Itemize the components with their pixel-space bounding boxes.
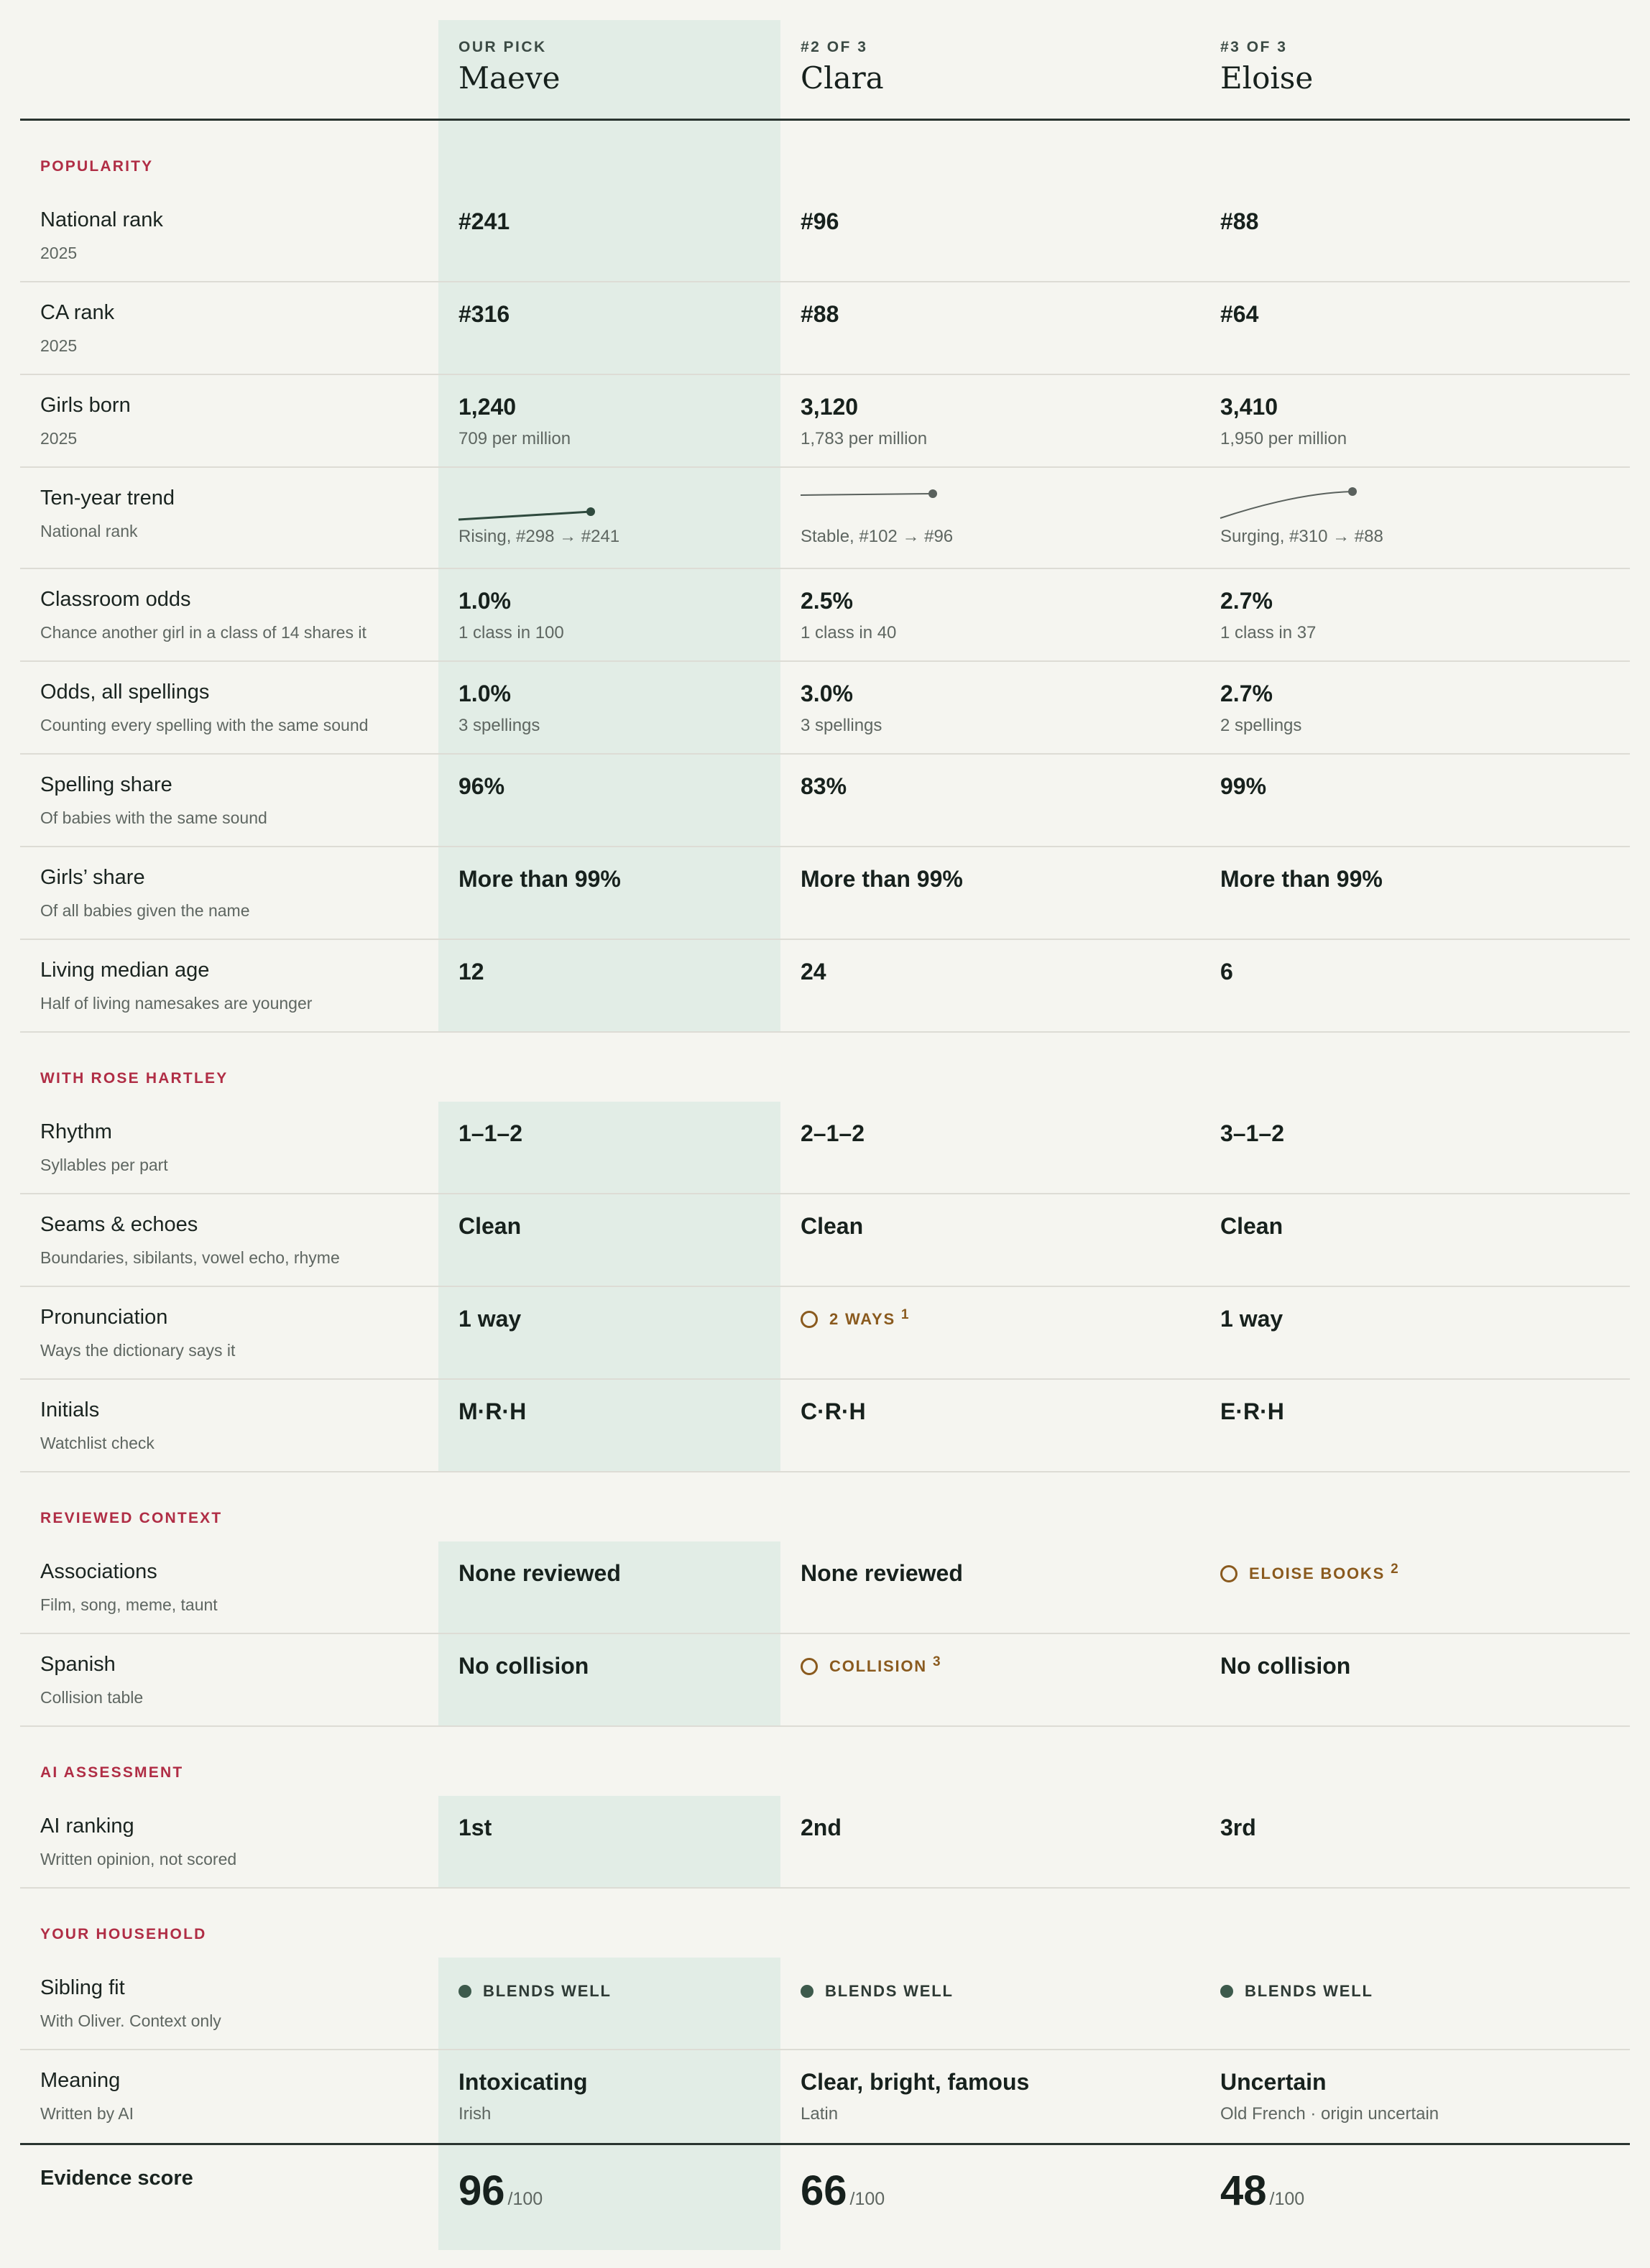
cell-value: Clean — [458, 1213, 522, 1239]
row-girls-share — [20, 847, 1630, 940]
score-value: 96 — [458, 2167, 505, 2214]
row-sublabel: 2025 — [40, 429, 78, 448]
row-national-rank — [20, 190, 1630, 282]
row-girls-born — [20, 375, 1630, 468]
cell-value: 3,120 — [801, 394, 859, 420]
cell-value: Uncertain — [1220, 2069, 1327, 2095]
row-sublabel: 2025 — [40, 336, 78, 355]
status-badge — [458, 1982, 780, 2001]
row-meaning — [20, 2050, 1630, 2143]
cell-value: #316 — [458, 301, 510, 327]
column-name: Eloise — [1220, 60, 1314, 96]
cell-subvalue: Irish — [458, 2104, 492, 2124]
row-sublabel: With Oliver. Context only — [40, 2011, 221, 2030]
status-text: BLENDS WELL — [1245, 1982, 1373, 2000]
trend-caption: Stable, #102 → #96 — [801, 527, 954, 546]
score-denominator: /100 — [1269, 2189, 1305, 2209]
cell-value: Intoxicating — [458, 2069, 588, 2095]
row-sibling-fit — [20, 1958, 1630, 2050]
cell-value: More than 99% — [458, 866, 621, 892]
table-header — [20, 20, 1630, 121]
score-value: 66 — [801, 2167, 847, 2214]
column-eyebrow: #2 OF 3 — [801, 39, 868, 55]
row-spelling-share — [20, 755, 1630, 847]
cell-value: 2–1–2 — [801, 1120, 865, 1146]
evidence-score — [801, 2167, 1200, 2215]
cell-value: 3rd — [1220, 1815, 1256, 1840]
row-sublabel: Watchlist check — [40, 1434, 155, 1452]
cell-value: 6 — [1220, 959, 1233, 985]
row-label: Evidence score — [40, 2167, 193, 2190]
trend-sparkline — [801, 494, 933, 495]
row-sublabel: Of babies with the same sound — [40, 808, 267, 827]
cell-value: Clear, bright, famous — [801, 2069, 1030, 2095]
cell-subvalue: 3 spellings — [458, 716, 540, 735]
trend-cell-clara — [780, 468, 1200, 568]
evidence-score — [1220, 2167, 1630, 2215]
cell-value: #96 — [801, 208, 839, 234]
cell-value: 1,240 — [458, 394, 517, 420]
status-text: BLENDS WELL — [483, 1982, 612, 2000]
footnote-marker[interactable]: 1 — [900, 1307, 911, 1322]
row-rhythm — [20, 1102, 1630, 1194]
column-header-clara — [780, 20, 1200, 119]
row-label: Meaning — [40, 2069, 121, 2092]
row-sublabel: Written by AI — [40, 2104, 134, 2123]
cell-value: 2.5% — [801, 588, 853, 614]
cell-value: 3.0% — [801, 681, 853, 706]
row-sublabel: Collision table — [40, 1688, 144, 1707]
row-sublabel: Written opinion, not scored — [40, 1850, 237, 1868]
cell-value: 24 — [801, 959, 826, 985]
row-sublabel: Half of living namesakes are younger — [40, 994, 313, 1013]
cell-value: 1–1–2 — [458, 1120, 522, 1146]
row-classroom-odds — [20, 569, 1630, 662]
row-spanish — [20, 1634, 1630, 1727]
column-header-eloise — [1200, 20, 1630, 119]
cell-value: 1.0% — [458, 681, 511, 706]
trend-cell-maeve — [438, 468, 780, 568]
cell-subvalue: 709 per million — [458, 429, 571, 448]
warning-flag — [801, 1307, 1200, 1329]
row-label: Pronunciation — [40, 1306, 168, 1329]
column-header-maeve — [438, 20, 780, 119]
score-value: 48 — [1220, 2167, 1267, 2214]
cell-value: 83% — [801, 773, 847, 799]
cell-value: Clean — [801, 1213, 864, 1239]
row-label: Ten-year trend — [40, 487, 175, 510]
cell-subvalue: Latin — [801, 2104, 839, 2124]
row-sublabel: Ways the dictionary says it — [40, 1341, 236, 1360]
cell-value: No collision — [458, 1653, 589, 1679]
column-name: Maeve — [458, 60, 561, 96]
section-title: WITH ROSE HARTLEY — [40, 1070, 229, 1087]
cell-value: 2.7% — [1220, 588, 1273, 614]
cell-subvalue: Old French · origin uncertain — [1220, 2104, 1439, 2124]
row-ai-ranking — [20, 1796, 1630, 1889]
row-initials — [20, 1380, 1630, 1472]
cell-value: Clean — [1220, 1213, 1283, 1239]
status-badge — [801, 1982, 1200, 2001]
cell-value: #88 — [1220, 208, 1259, 234]
cell-value: 12 — [458, 959, 484, 985]
flag-text: ELOISE BOOKS — [1249, 1564, 1386, 1582]
row-label: National rank — [40, 208, 163, 231]
cell-value: #241 — [458, 208, 510, 234]
cell-value: No collision — [1220, 1653, 1351, 1679]
score-denominator: /100 — [849, 2189, 885, 2209]
row-odds-all-spellings — [20, 662, 1630, 755]
trend-sparkline — [458, 512, 591, 520]
flag-text: 2 WAYS — [829, 1310, 895, 1328]
cell-value: None reviewed — [458, 1560, 621, 1586]
row-sublabel: National rank — [40, 522, 138, 540]
cell-value: C·R·H — [801, 1398, 866, 1424]
column-name: Clara — [801, 60, 884, 96]
cell-subvalue: 1 class in 37 — [1220, 623, 1317, 642]
cell-value: #64 — [1220, 301, 1259, 327]
row-ten-year-trend — [20, 468, 1630, 569]
cell-value: 3,410 — [1220, 394, 1278, 420]
warning-ring-icon — [801, 1658, 818, 1675]
cell-value: 96% — [458, 773, 505, 799]
row-label: Sibling fit — [40, 1976, 125, 1999]
row-associations — [20, 1541, 1630, 1634]
section-with-rose-hartley — [20, 1033, 1630, 1102]
row-sublabel: Boundaries, sibilants, vowel echo, rhyme — [40, 1248, 340, 1267]
row-label: Girls’ share — [40, 866, 145, 889]
row-label: Associations — [40, 1560, 157, 1583]
cell-value: 2nd — [801, 1815, 842, 1840]
row-label: Spanish — [40, 1653, 116, 1676]
row-sublabel: Syllables per part — [40, 1156, 168, 1174]
footnote-marker[interactable]: 3 — [932, 1654, 942, 1669]
section-title: YOUR HOUSEHOLD — [40, 1926, 207, 1942]
status-badge — [1220, 1982, 1630, 2001]
row-label: Girls born — [40, 394, 131, 417]
row-label: Classroom odds — [40, 588, 191, 611]
trend-caption: Surging, #310 → #88 — [1220, 527, 1383, 546]
cell-subvalue: 1,950 per million — [1220, 429, 1347, 448]
warning-flag — [1220, 1564, 1630, 1583]
trend-cell-eloise — [1200, 468, 1630, 568]
trend-endpoint — [928, 489, 937, 498]
row-label: Spelling share — [40, 773, 172, 796]
cell-value: 1 way — [1220, 1306, 1283, 1332]
section-title: POPULARITY — [40, 158, 154, 175]
flag-text: COLLISION — [829, 1657, 927, 1675]
cell-value: 3–1–2 — [1220, 1120, 1284, 1146]
cell-value: #88 — [801, 301, 839, 327]
row-living-median-age — [20, 940, 1630, 1033]
trend-endpoint — [1348, 487, 1357, 496]
row-label: Seams & echoes — [40, 1213, 198, 1236]
section-title: REVIEWED CONTEXT — [40, 1510, 223, 1526]
row-evidence-score — [20, 2143, 1630, 2246]
score-denominator: /100 — [507, 2189, 543, 2209]
cell-value: More than 99% — [1220, 866, 1383, 892]
cell-subvalue: 1,783 per million — [801, 429, 928, 448]
column-eyebrow: OUR PICK — [458, 39, 547, 55]
cell-subvalue: 1 class in 40 — [801, 623, 897, 642]
row-sublabel: 2025 — [40, 244, 78, 262]
cell-value: 1.0% — [458, 588, 511, 614]
cell-value: 99% — [1220, 773, 1267, 799]
row-label: Odds, all spellings — [40, 681, 210, 704]
cell-value: 1st — [458, 1815, 492, 1840]
row-ca-rank — [20, 282, 1630, 375]
row-sublabel: Counting every spelling with the same sound — [40, 716, 369, 734]
cell-subvalue: 2 spellings — [1220, 716, 1302, 735]
status-dot-icon — [1220, 1985, 1233, 1998]
column-eyebrow: #3 OF 3 — [1220, 39, 1288, 55]
warning-flag — [801, 1654, 1200, 1676]
row-label: Rhythm — [40, 1120, 112, 1143]
row-pronunciation — [20, 1287, 1630, 1380]
status-dot-icon — [801, 1985, 814, 1998]
cell-value: None reviewed — [801, 1560, 963, 1586]
section-popularity — [20, 121, 1630, 190]
footnote-marker[interactable]: 2 — [1391, 1562, 1400, 1577]
warning-ring-icon — [1220, 1565, 1238, 1582]
cell-value: More than 99% — [801, 866, 963, 892]
cell-value: 1 way — [458, 1306, 522, 1332]
section-title: AI ASSESSMENT — [40, 1764, 184, 1781]
status-text: BLENDS WELL — [825, 1982, 954, 2000]
section-your-household — [20, 1889, 1630, 1958]
row-label: Initials — [40, 1398, 100, 1421]
cell-value: M·R·H — [458, 1398, 527, 1424]
trend-caption: Rising, #298 → #241 — [458, 527, 620, 546]
row-sublabel: Of all babies given the name — [40, 901, 250, 920]
row-seams-echoes — [20, 1194, 1630, 1287]
trend-endpoint — [586, 507, 595, 516]
section-reviewed-context — [20, 1472, 1630, 1541]
row-label: AI ranking — [40, 1815, 134, 1838]
status-dot-icon — [458, 1985, 471, 1998]
row-sublabel: Film, song, meme, taunt — [40, 1595, 218, 1614]
cell-value: E·R·H — [1220, 1398, 1284, 1424]
cell-value: 2.7% — [1220, 681, 1273, 706]
row-label: Living median age — [40, 959, 210, 982]
warning-ring-icon — [801, 1311, 818, 1328]
evidence-score — [458, 2167, 780, 2215]
cell-subvalue: 1 class in 100 — [458, 623, 564, 642]
trend-sparkline — [1220, 492, 1352, 518]
row-sublabel: Chance another girl in a class of 14 shares it — [40, 623, 367, 642]
section-ai-assessment — [20, 1727, 1630, 1796]
cell-subvalue: 3 spellings — [801, 716, 882, 735]
row-label: CA rank — [40, 301, 115, 324]
